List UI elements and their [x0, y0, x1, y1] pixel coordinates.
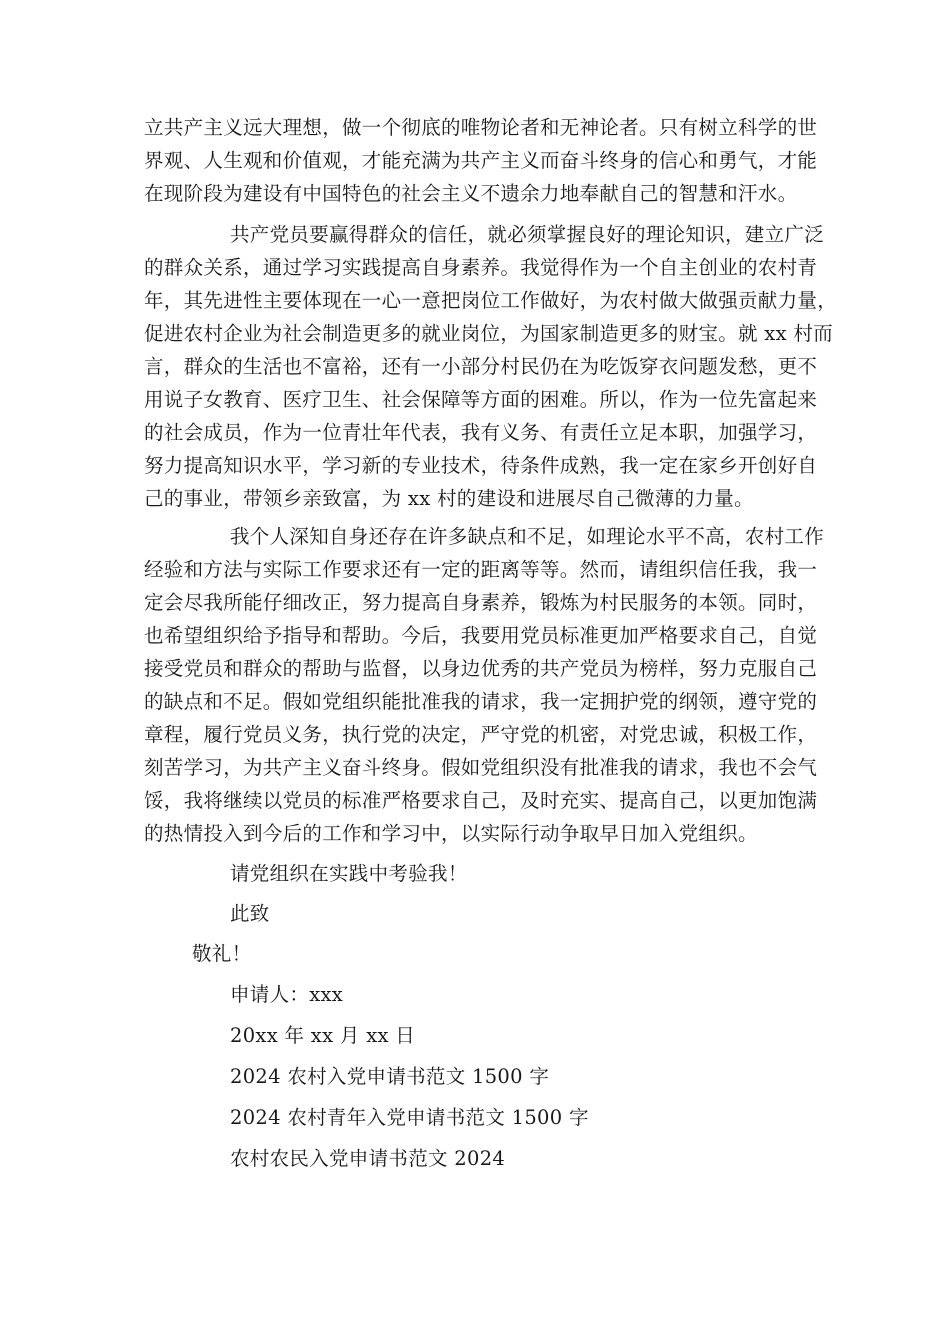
applicant-name: 申请人：xxx — [230, 983, 344, 1006]
paragraph-1-line-3: 在现阶段为建设有中国特色的社会主义不遗余力地奉献自己的智慧和汗水。 — [144, 182, 798, 205]
paragraph-3-line-1: 我个人深知自身还存在许多缺点和不足，如理论水平不高，农村工作 — [230, 525, 825, 548]
paragraph-3-line-3: 定会尽我所能仔细改正，努力提高自身素养，锻炼为村民服务的本领。同时， — [144, 591, 818, 614]
paragraph-3-line-6: 的缺点和不足。假如党组织能批准我的请求，我一定拥护党的纲领，遵守党的 — [144, 690, 818, 713]
paragraph-3-line-8: 刻苦学习，为共产主义奋斗终身。假如党组织没有批准我的请求，我也不会气 — [144, 756, 818, 779]
closing-jingli: 敬礼！ — [192, 942, 252, 965]
paragraph-2-line-7: 的社会成员，作为一位青壮年代表，我有义务、有责任立足本职，加强学习， — [144, 421, 818, 444]
paragraph-3-line-10: 的热情投入到今后的工作和学习中，以实际行动争取早日加入党组织。 — [144, 822, 758, 845]
paragraph-3-line-7: 章程，履行党员义务，执行党的决定，严守党的机密，对党忠诚，积极工作， — [144, 723, 818, 746]
paragraph-2-line-8: 努力提高知识水平，学习新的专业技术，待条件成熟，我一定在家乡开创好自 — [144, 454, 818, 477]
related-title-1: 2024 农村入党申请书范文 1500 字 — [230, 1065, 550, 1088]
related-title-3: 农村农民入党申请书范文 2024 — [230, 1147, 506, 1170]
paragraph-2-line-6: 用说子女教育、医疗卫生、社会保障等方面的困难。所以，作为一位先富起来 — [144, 388, 818, 411]
paragraph-2-line-9: 己的事业，带领乡亲致富，为 xx 村的建设和进展尽自己微薄的力量。 — [144, 487, 754, 510]
paragraph-1-line-2: 界观、人生观和价值观，才能充满为共产主义而奋斗终身的信心和勇气，才能 — [144, 149, 818, 172]
paragraph-3-line-4: 也希望组织给予指导和帮助。今后，我要用党员标准更加严格要求自己，自觉 — [144, 624, 818, 647]
paragraph-2-line-5: 言，群众的生活也不富裕，还有一小部分村民仍在为吃饭穿衣问题发愁，更不 — [144, 355, 818, 378]
closing-cizhi: 此致 — [230, 902, 270, 925]
paragraph-3-line-9: 馁，我将继续以党员的标准严格要求自己，及时充实、提高自己，以更加饱满 — [144, 789, 818, 812]
paragraph-3-line-2: 经验和方法与实际工作要求还有一定的距离等等。然而，请组织信任我，我一 — [144, 558, 818, 581]
related-title-2: 2024 农村青年入党申请书范文 1500 字 — [230, 1106, 589, 1129]
paragraph-2-line-3: 年，其先进性主要体现在一心一意把岗位工作做好，为农村做大做强贡献力量， — [144, 289, 838, 312]
paragraph-2-line-4: 促进农村企业为社会制造更多的就业岗位，为国家制造更多的财宝。就 xx 村而 — [144, 322, 833, 345]
closing-appeal: 请党组织在实践中考验我！ — [230, 862, 468, 885]
application-date: 20xx 年 xx 月 xx 日 — [230, 1024, 416, 1047]
paragraph-2-line-1: 共产党员要赢得群众的信任，就必须掌握良好的理论知识，建立广泛 — [230, 223, 825, 246]
paragraph-3-line-5: 接受党员和群众的帮助与监督，以身边优秀的共产党员为榜样，努力克服自己 — [144, 657, 818, 680]
paragraph-1-line-1: 立共产主义远大理想，做一个彻底的唯物论者和无神论者。只有树立科学的世 — [144, 116, 818, 139]
paragraph-2-line-2: 的群众关系，通过学习实践提高自身素养。我觉得作为一个自主创业的农村青 — [144, 256, 818, 279]
